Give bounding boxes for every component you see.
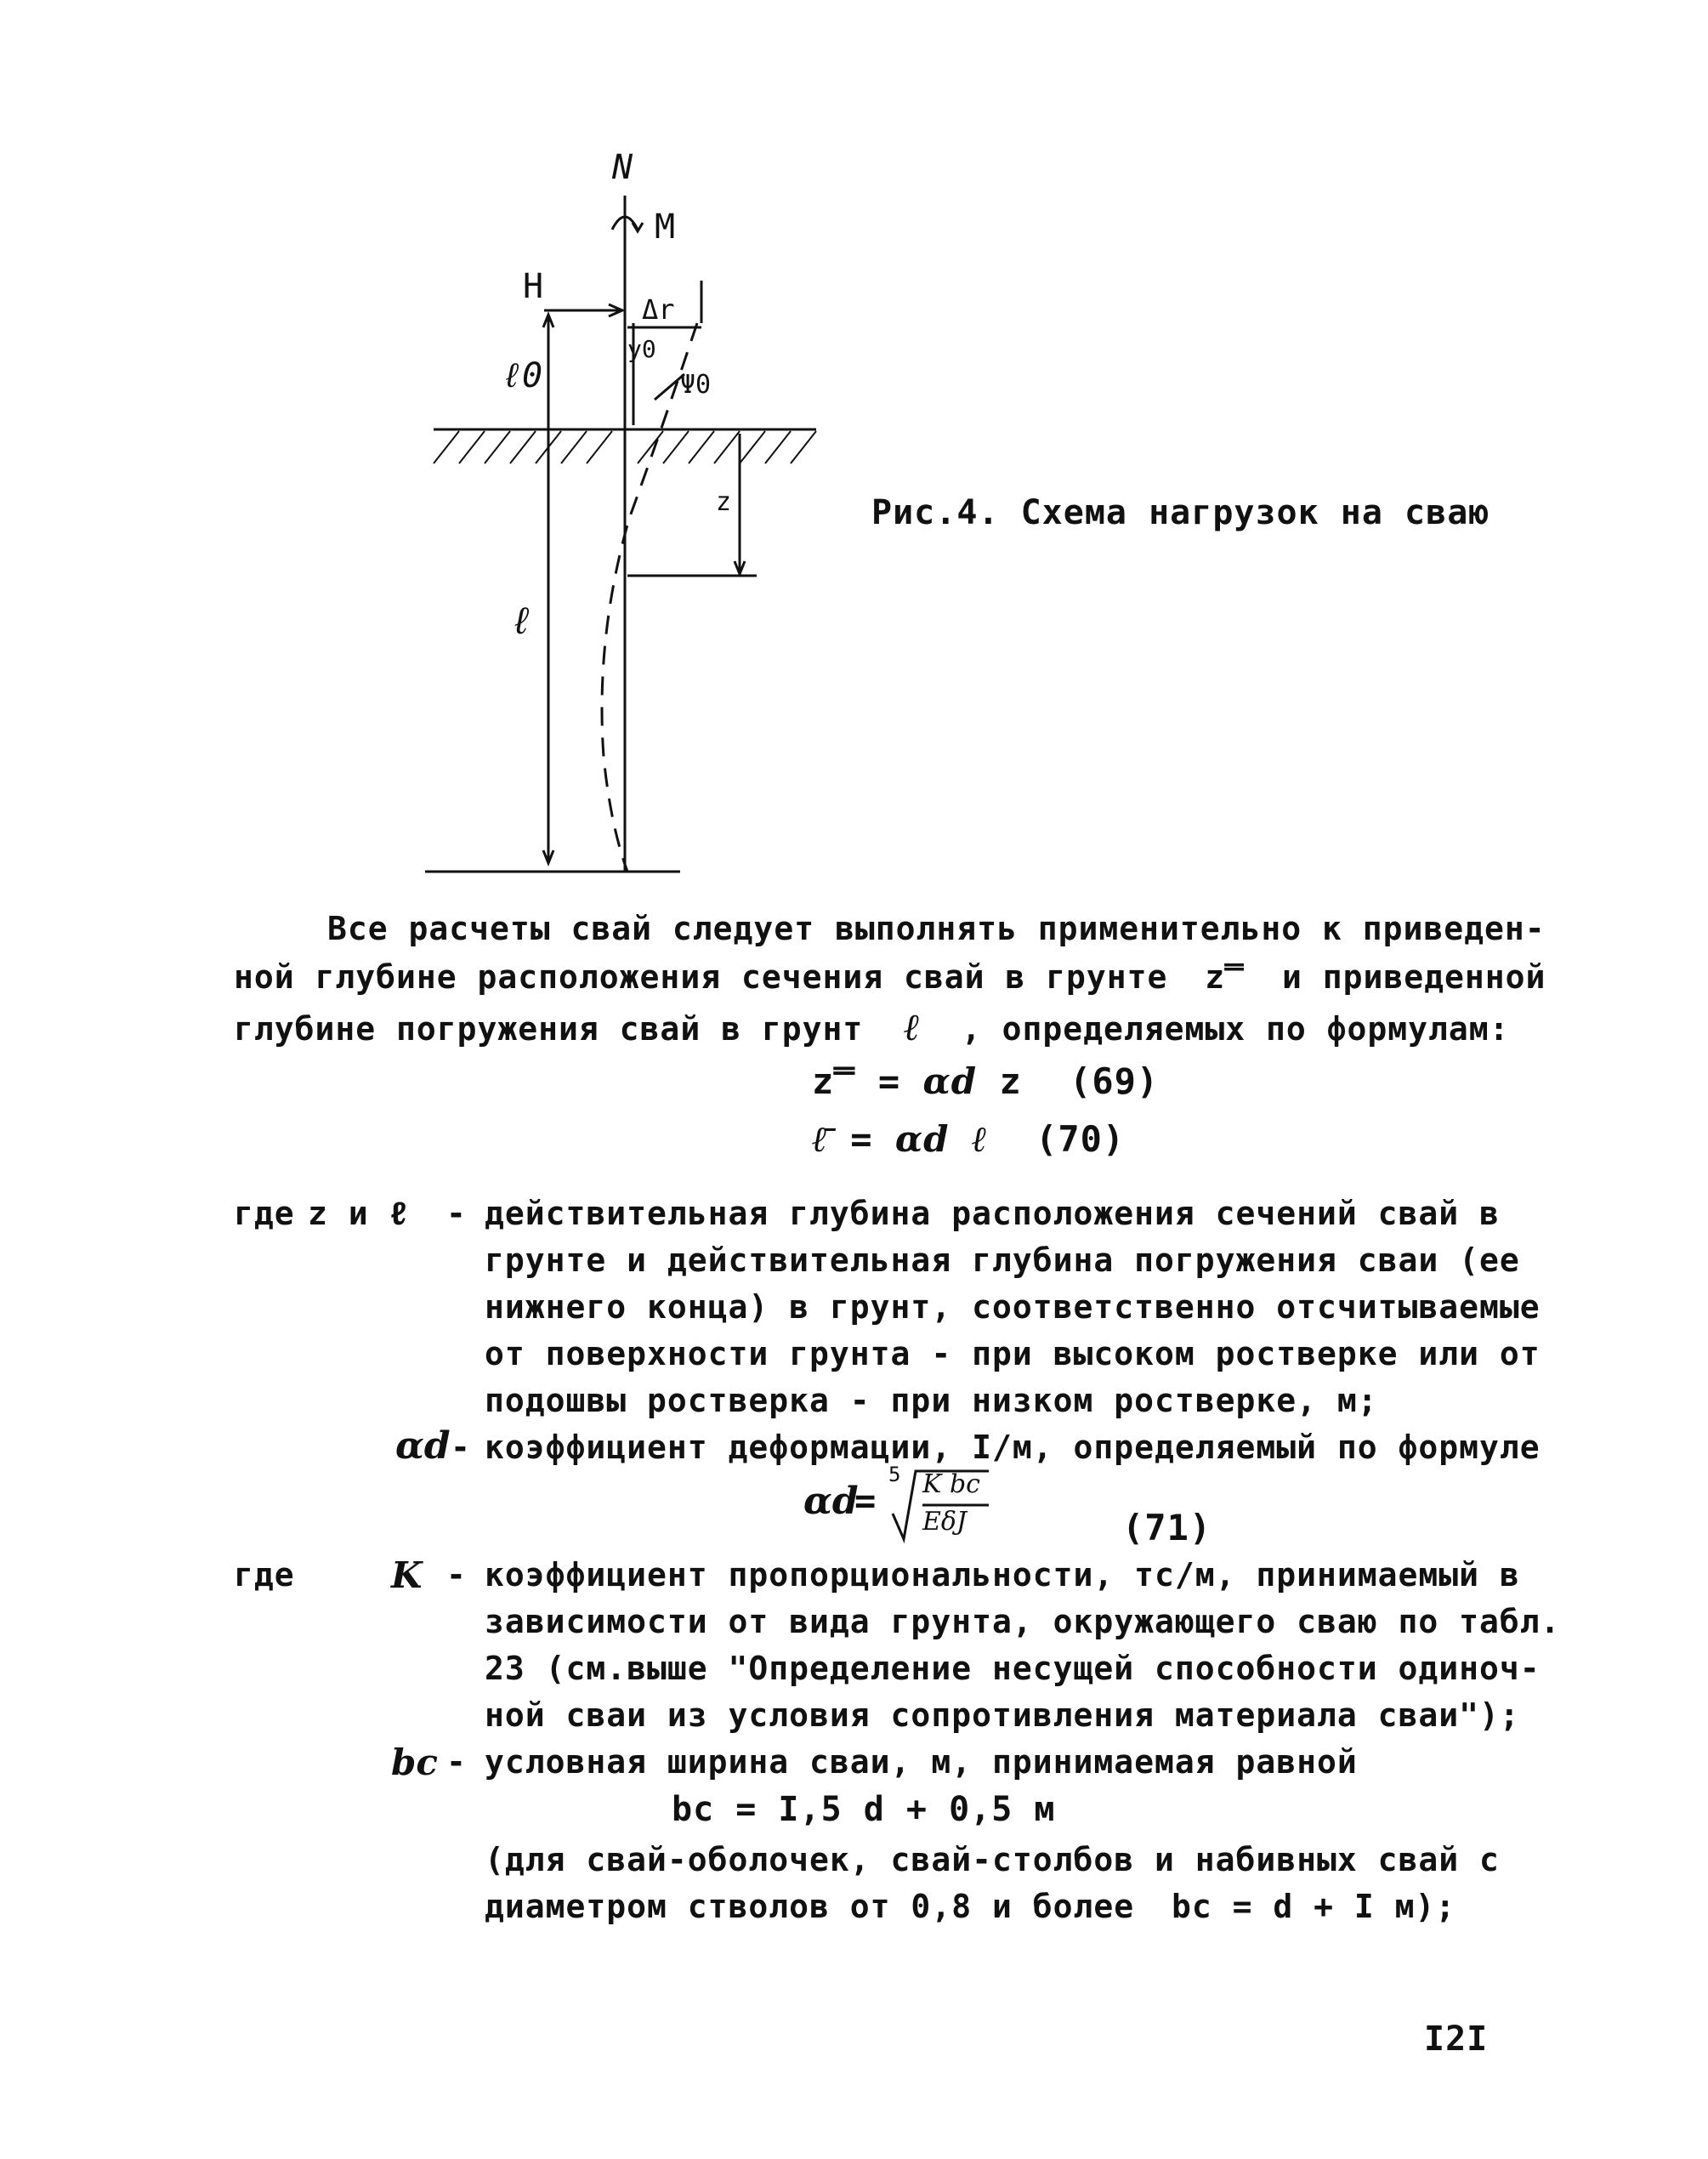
label-m: M	[655, 207, 676, 247]
f70-var: ℓ	[971, 1118, 988, 1160]
deformed-axis	[602, 323, 697, 872]
def-3-line-3: 23 (см.выше "Определение несущей способности одиноч-	[485, 1650, 1541, 1687]
formula-70: ℓ̄ = αd ℓ (70)	[812, 1118, 1126, 1160]
f70-coef: αd	[894, 1118, 950, 1160]
intro-z-symbol: z̿	[1205, 958, 1246, 996]
label-h: H	[523, 267, 544, 306]
label-psi0: Ψ0	[680, 370, 712, 400]
f71-lhs: αd	[803, 1480, 859, 1523]
f71-denominator: EδJ	[922, 1507, 967, 1537]
pile-load-diagram	[408, 145, 850, 893]
def-3-line-1: коэффициент пропорциональности, тс/м, принимаемый в	[485, 1556, 1520, 1594]
label-l: ℓ	[510, 599, 533, 643]
def-3-prefix: где	[234, 1556, 295, 1594]
intro-line-3	[234, 1006, 1510, 1049]
def-2-term: αd	[395, 1424, 451, 1468]
intro-l-symbol: ℓ	[904, 1006, 921, 1049]
def-1-term: z и ℓ	[308, 1195, 410, 1232]
def-3-term: K	[391, 1554, 423, 1596]
intro-line-2b: и приведенной	[1281, 958, 1546, 996]
def-1-line-3: нижнего конца) в грунт, соответственно отсчитываемые	[485, 1288, 1541, 1326]
f71-number: (71)	[1122, 1507, 1212, 1548]
def-1-line-2: грунте и действительная глубина погружения сваи (ее	[485, 1241, 1520, 1279]
def-4-term: bc	[391, 1741, 438, 1783]
label-l0: ℓ0	[502, 356, 543, 395]
f70-lhs: ℓ̄	[812, 1118, 828, 1160]
intro-line-2a: ной глубине расположения сечения свай в грунте	[234, 958, 1168, 996]
f69-coef: αd	[922, 1060, 978, 1102]
label-z: z	[716, 487, 732, 517]
def-1-prefix: где	[234, 1195, 295, 1232]
def-3-line-2: зависимости от вида грунта, окружающего сваю по табл.	[485, 1603, 1561, 1640]
formula-69: z̿ = αd z (69)	[812, 1060, 1160, 1102]
def-2-line-1: коэффициент деформации, I/м, определяемый по формуле	[485, 1429, 1541, 1466]
def-1-line-1: действительная глубина расположения сечений свай в	[485, 1195, 1500, 1232]
intro-line-2	[234, 958, 1546, 996]
f71-root-index: 5	[888, 1463, 902, 1486]
note-line-2	[485, 1888, 1455, 1925]
def-1-line-4: от поверхности грунта - при высоком ростверке или от	[485, 1335, 1541, 1372]
def-4-line-1: условная ширина сваи, м, принимаемая равной	[485, 1743, 1358, 1781]
figure-caption: Рис.4. Схема нагрузок на сваю	[871, 493, 1490, 532]
note-line-1: (для свай-оболочек, свай-столбов и набивных свай с	[485, 1841, 1500, 1878]
def-3-line-4: ной сваи из условия сопротивления материала сваи");	[485, 1696, 1520, 1734]
label-delta: Δr	[642, 293, 675, 326]
label-y0: y0	[627, 335, 656, 363]
intro-line-1: Все расчеты свай следует выполнять применительно к приведен-	[327, 910, 1546, 947]
f69-var: z	[999, 1060, 1022, 1102]
f69-number: (69)	[1070, 1060, 1160, 1102]
f71-numerator: K bc	[922, 1469, 980, 1499]
page-number: I2I	[1424, 2020, 1489, 2059]
def-1-line-5: подошвы ростверка - при низком ростверке, м;	[485, 1382, 1378, 1419]
intro-line-3b: , определяемых по формулам:	[961, 1010, 1510, 1048]
label-n: N	[612, 148, 633, 187]
f69-lhs: z̿	[812, 1060, 856, 1102]
f70-number: (70)	[1036, 1118, 1126, 1160]
note-line-2a: диаметром стволов от 0,8 и более	[485, 1888, 1135, 1925]
bc-formula: bc = I,5 d + 0,5 м	[672, 1790, 1056, 1829]
intro-line-3a: глубине погружения свай в грунт	[234, 1010, 864, 1048]
note-line-2b: bc = d + I м);	[1171, 1888, 1456, 1925]
formula-71: αd = 5 K bc EδJ (71)	[803, 1463, 1212, 1548]
